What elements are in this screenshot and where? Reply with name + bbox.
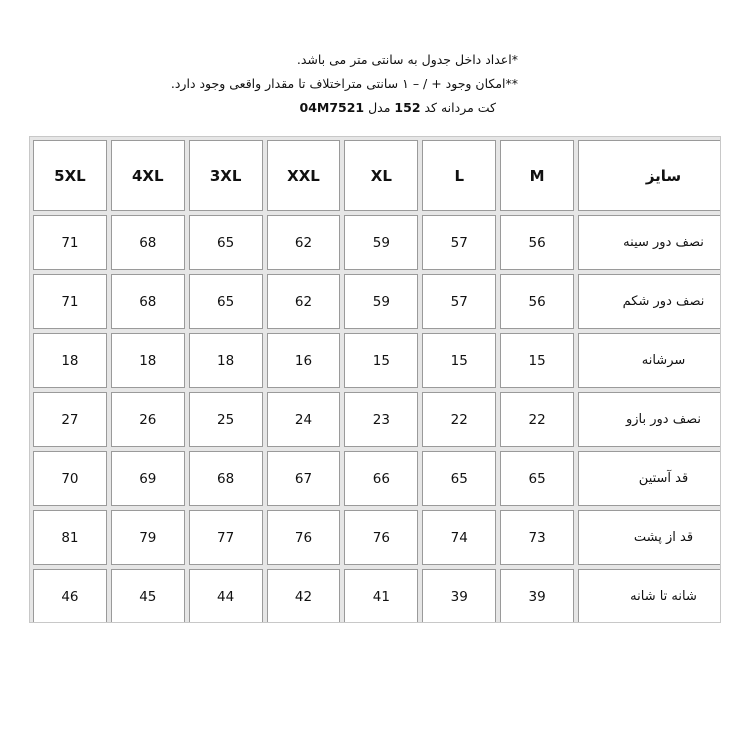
value-cell: 59 [344,215,418,270]
size-chart-table [29,136,721,623]
value-cell: 39 [500,569,574,623]
value-cell: 66 [344,451,418,506]
value-cell: 57 [422,215,496,270]
value-cell: 71 [33,274,107,329]
size-header-cell: 3XL [189,140,263,211]
value-cell: 68 [189,451,263,506]
value-cell: 15 [422,333,496,388]
value-cell: 41 [344,569,418,623]
value-cell: 56 [500,274,574,329]
table-row [33,333,721,388]
tolerance-note: **امکان وجود + / – ۱ سانتی متراختلاف تا مقدار واقعی وجود دارد. [170,76,518,91]
value-cell: 45 [111,569,185,623]
size-header-cell: 4XL [111,140,185,211]
row-label: سرشانه [578,333,721,388]
size-header-cell: XXL [267,140,341,211]
product-type-code-label: کت مردانه کد [420,100,496,115]
value-cell: 81 [33,510,107,565]
row-label: نصف دور شکم [578,274,721,329]
value-cell: 70 [33,451,107,506]
value-cell: 59 [344,274,418,329]
row-label: نصف دور بازو [578,392,721,447]
value-cell: 46 [33,569,107,623]
value-cell: 76 [267,510,341,565]
table-row [33,569,721,623]
value-cell: 44 [189,569,263,623]
value-cell: 18 [33,333,107,388]
value-cell: 56 [500,215,574,270]
size-header-cell: M [500,140,574,211]
table-row [33,392,721,447]
size-header-cell: 5XL [33,140,107,211]
row-label: قد آستین [578,451,721,506]
value-cell: 57 [422,274,496,329]
value-cell: 42 [267,569,341,623]
table-row [33,215,721,270]
product-code-number: 152 [394,100,421,115]
model-number: 04M7521 [299,100,365,115]
product-code-line [300,96,518,120]
value-cell: 65 [189,215,263,270]
table-row [33,451,721,506]
size-chart-sheet [29,136,721,623]
unit-note: *اعداد داخل جدول به سانتی متر می باشد. [296,52,518,67]
value-cell: 22 [422,392,496,447]
value-cell: 18 [111,333,185,388]
value-cell: 62 [267,274,341,329]
row-label: قد از پشت [578,510,721,565]
size-header-row [33,140,721,211]
value-cell: 65 [189,274,263,329]
table-row [33,510,721,565]
size-header-cell: XL [344,140,418,211]
value-cell: 62 [267,215,341,270]
value-cell: 77 [189,510,263,565]
value-cell: 68 [111,274,185,329]
value-cell: 26 [111,392,185,447]
value-cell: 25 [189,392,263,447]
size-header-cell: L [422,140,496,211]
value-cell: 18 [189,333,263,388]
table-row [33,274,721,329]
value-cell: 15 [500,333,574,388]
value-cell: 27 [33,392,107,447]
row-label: شانه تا شانه [578,569,721,623]
model-label: مدل [364,100,395,115]
value-cell: 15 [344,333,418,388]
value-cell: 67 [267,451,341,506]
value-cell: 73 [500,510,574,565]
value-cell: 68 [111,215,185,270]
value-cell: 74 [422,510,496,565]
value-cell: 16 [267,333,341,388]
row-label: نصف دور سینه [578,215,721,270]
size-notes [170,48,518,120]
size-header-label: سایز [578,140,721,211]
value-cell: 79 [111,510,185,565]
value-cell: 22 [500,392,574,447]
value-cell: 39 [422,569,496,623]
value-cell: 76 [344,510,418,565]
value-cell: 71 [33,215,107,270]
value-cell: 65 [422,451,496,506]
value-cell: 69 [111,451,185,506]
value-cell: 65 [500,451,574,506]
value-cell: 24 [267,392,341,447]
value-cell: 23 [344,392,418,447]
